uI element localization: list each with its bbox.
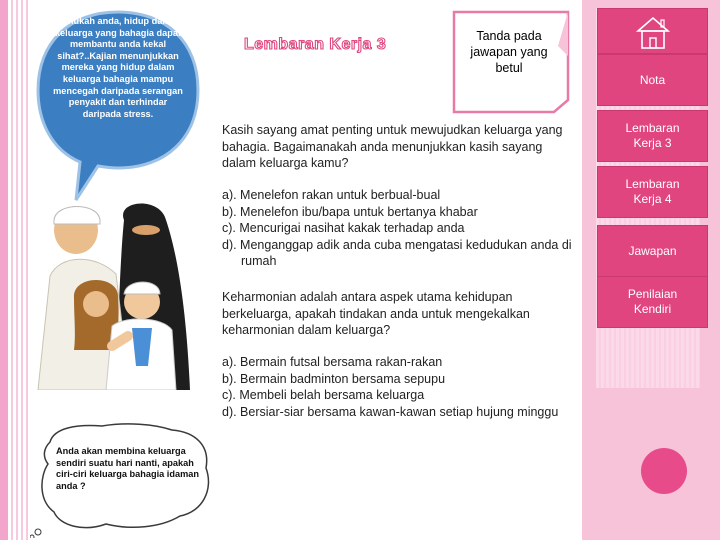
option-c[interactable]: c). Membeli belah bersama keluarga [222, 388, 425, 402]
bubble-top-text: Tahukah anda, hidup dalam keluarga yang bahagia dapat membantu anda kekal sihat?..Kajian menunjukkan mereka yang hidup dalam keluarga bahagia mampu mencegah daripada serangan penyakit dan terhindar daripada stress. [53, 16, 183, 119]
nav-item-label: Nota [639, 72, 666, 87]
option-c[interactable]: c). Mencurigai nasihat kakak terhadap anda [222, 221, 465, 235]
option-d[interactable]: d). Bersiar-siar bersama kawan-kawan setiap hujung minggu [222, 404, 559, 419]
home-icon [598, 9, 709, 55]
option-b[interactable]: b). Bermain badminton bersama sepupu [222, 371, 446, 386]
option-b[interactable]: b). Menelefon ibu/bapa untuk bertanya khabar [222, 204, 478, 219]
instruction-text: Tanda pada jawapan yang betul [470, 29, 548, 75]
question-2-options [222, 354, 578, 420]
nav-item-label: Lembaran Kerja 4 [625, 177, 680, 206]
question-1-options [222, 187, 578, 270]
nav-item-penilaian-kendiri[interactable] [597, 276, 708, 328]
question-1-text: Kasih sayang amat penting untuk mewujudkan keluarga yang bahagia. Bagaimanakah anda menunjukkan kasih sayang dalam keluarga kamu? [222, 123, 563, 170]
bubble-bottom-text: Anda akan membina keluarga sendiri suatu hari nanti, apakah ciri-ciri keluarga bahagia idaman anda ? [56, 446, 199, 491]
nav-item-label: Lembaran Kerja 3 [625, 121, 680, 150]
nav-item-lembaran-kerja-3[interactable] [597, 110, 708, 162]
left-border [0, 0, 8, 540]
family-illustration [20, 190, 220, 390]
round-button[interactable] [641, 448, 687, 494]
nav-item-jawapan[interactable] [597, 225, 708, 277]
home-button[interactable] [597, 8, 708, 54]
page-title: Lembaran Kerja 3 [244, 36, 387, 53]
nav-item-label: Jawapan [628, 243, 677, 258]
question-2-text: Keharmonian adalah antara aspek utama kehidupan berkeluarga, apakah tindakan anda untuk mengekalkan keharmonian dalam keluarga? [222, 290, 530, 337]
nav-item-nota[interactable] [597, 54, 708, 106]
nav-item-label: Penilaian Kendiri [627, 287, 678, 316]
option-a[interactable]: a). Menelefon rakan untuk berbual-bual [222, 188, 441, 202]
option-a[interactable]: a). Bermain futsal bersama rakan-rakan [222, 355, 443, 369]
nav-item-lembaran-kerja-4[interactable] [597, 166, 708, 218]
option-d[interactable]: d). Menganggap adik anda cuba mengatasi kedudukan anda di rumah [222, 237, 572, 268]
